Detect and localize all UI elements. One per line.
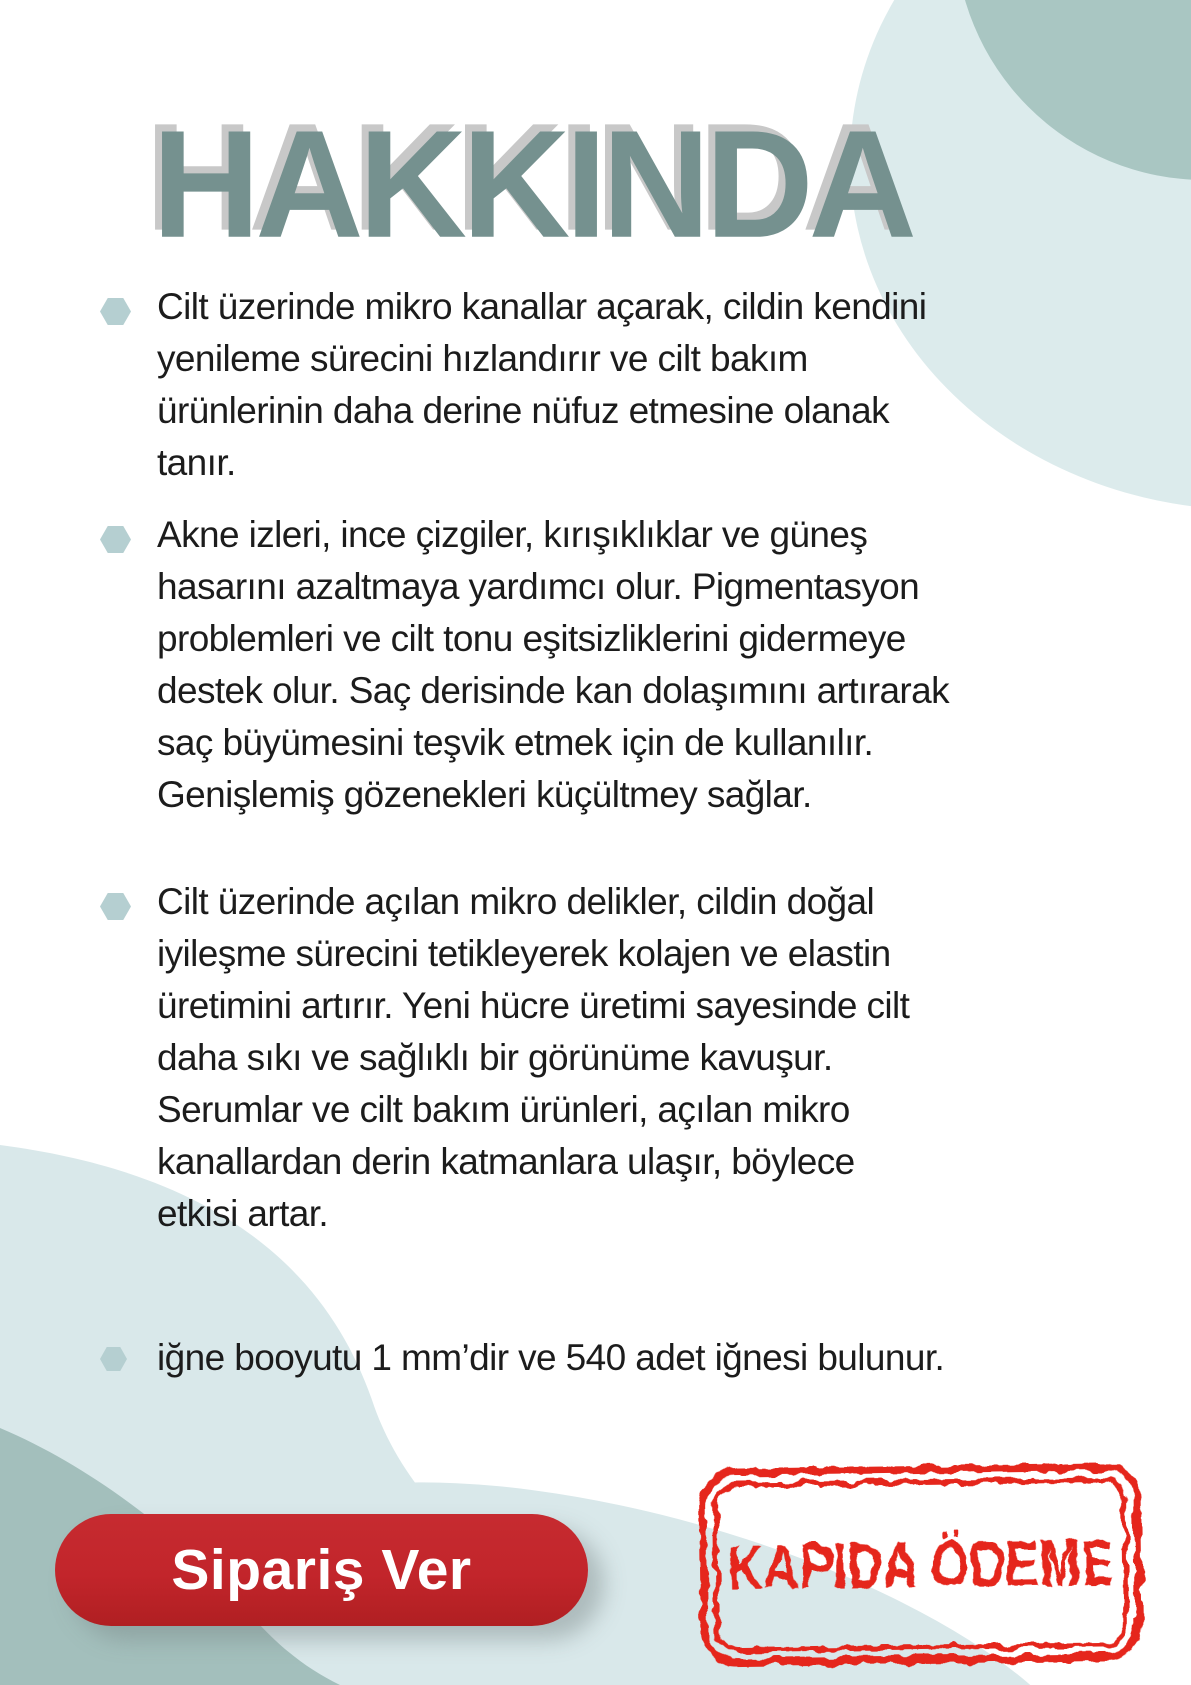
order-button[interactable] bbox=[55, 1514, 588, 1626]
bullet-line: etkisi artar. bbox=[157, 1193, 329, 1234]
bullet-line: iyileşme sürecini tetikleyerek kolajen ve elastin bbox=[157, 933, 891, 974]
bullet-line: Genişlemiş gözenekleri küçültmey sağlar. bbox=[157, 774, 812, 815]
bullet-line: problemleri ve cilt tonu eşitsizliklerini gidermeye bbox=[157, 618, 906, 659]
bullet-item bbox=[100, 509, 949, 821]
bullet-item bbox=[100, 876, 909, 1240]
bullet-line: Cilt üzerinde mikro kanallar açarak, cildin kendini bbox=[157, 286, 927, 327]
bullet-line: saç büyümesini teşvik etmek için de kullanılır. bbox=[157, 722, 874, 763]
bullet-line: yenileme sürecini hızlandırır ve cilt bakım bbox=[157, 338, 808, 379]
bullet-line: Cilt üzerinde açılan mikro delikler, cildin doğal bbox=[157, 881, 875, 922]
bullet-item bbox=[100, 281, 926, 489]
bullet-line: destek olur. Saç derisinde kan dolaşımını artırarak bbox=[157, 670, 950, 711]
bullet-line: Akne izleri, ince çizgiler, kırışıklıklar ve güneş bbox=[157, 514, 868, 555]
bullet-text bbox=[157, 281, 926, 489]
bullet-text bbox=[157, 876, 909, 1240]
bullet-text bbox=[157, 509, 949, 821]
bullet-line: kanallardan derin katmanlara ulaşır, böylece bbox=[157, 1141, 855, 1182]
bullet-line: daha sıkı ve sağlıklı bir görünüme kavuşur. bbox=[157, 1037, 833, 1078]
page-title: HAKKINDA bbox=[152, 98, 912, 270]
bullet-item bbox=[100, 1332, 944, 1384]
bullet-line: iğne booyutu 1 mm’dir ve 540 adet iğnesi bulunur. bbox=[157, 1337, 945, 1378]
bullet-line: tanır. bbox=[157, 442, 236, 483]
bullet-line: ürünlerinin daha derine nüfuz etmesine olanak bbox=[157, 390, 890, 431]
stamp-label: KAPIDA ÖDEME bbox=[727, 1526, 1115, 1604]
order-button-label: Sipariş Ver bbox=[171, 1538, 472, 1602]
hexagon-bullet-icon bbox=[100, 298, 131, 325]
bullet-text bbox=[157, 1332, 944, 1384]
bullet-line: üretimini artırır. Yeni hücre üretimi sayesinde cilt bbox=[157, 985, 910, 1026]
hexagon-bullet-icon bbox=[100, 1347, 127, 1371]
hexagon-bullet-icon bbox=[100, 893, 131, 920]
bullet-line: hasarını azaltmaya yardımcı olur. Pigmentasyon bbox=[157, 566, 920, 607]
cash-on-delivery-stamp bbox=[699, 1463, 1144, 1667]
bullet-line: Serumlar ve cilt bakım ürünleri, açılan mikro bbox=[157, 1089, 850, 1130]
hexagon-bullet-icon bbox=[100, 526, 131, 553]
stamp-inner-border bbox=[713, 1477, 1129, 1653]
